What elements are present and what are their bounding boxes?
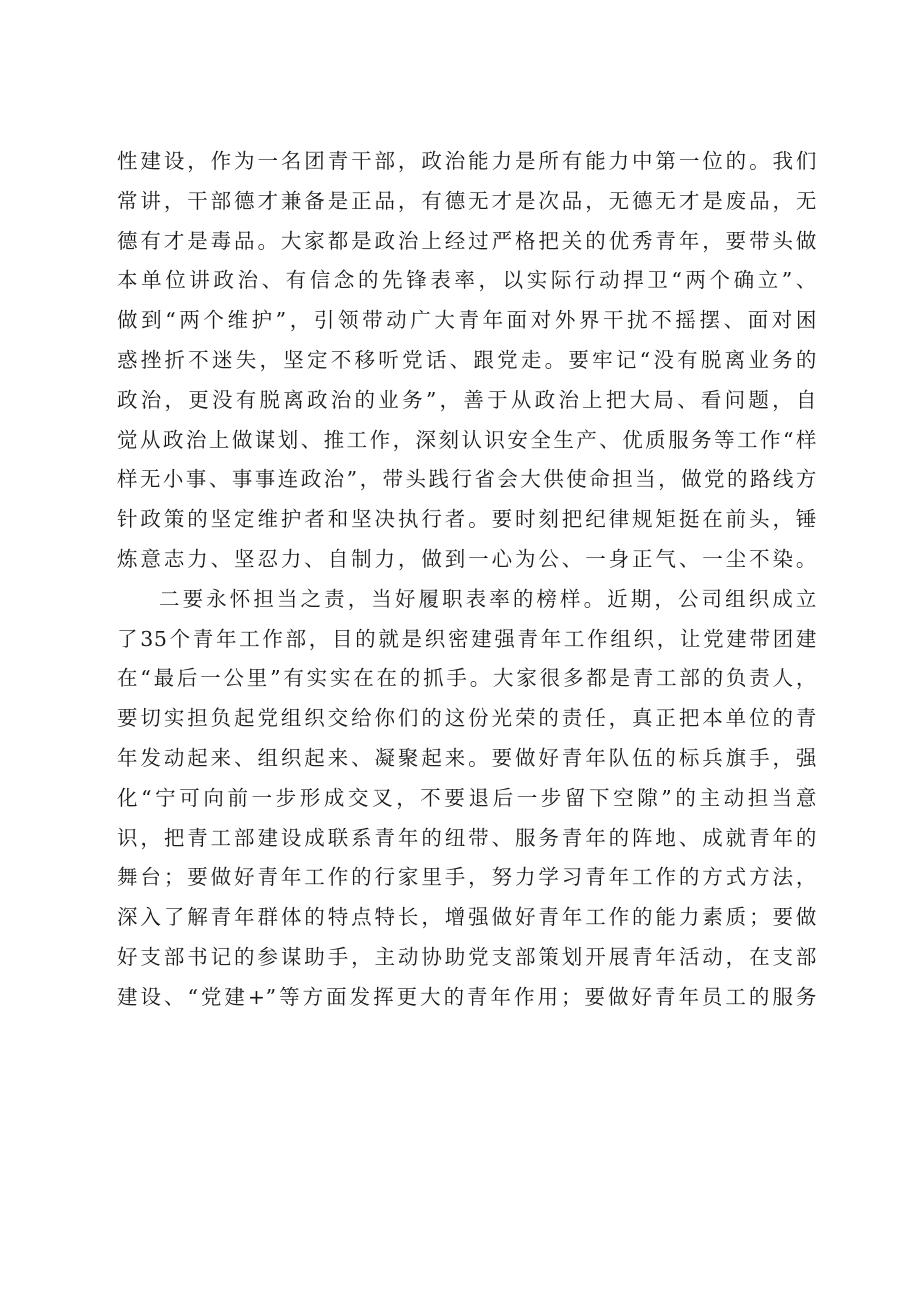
paragraph-line: 样无小事、事事连政治”，带头践行省会大供使命担当，做党的路线方 [117,467,817,492]
paragraph-line: 常讲，干部德才兼备是正品，有德无才是次品，无德无才是废品，无 [117,188,817,213]
paragraph-line: 了35个青年工作部，目的就是织密建强青年工作组织，让党建带团建 [117,626,817,651]
paragraph-line: 本单位讲政治、有信念的先锋表率，以实际行动捍卫“两个确立”、 [117,268,817,293]
paragraph-line: 舞台；要做好青年工作的行家里手，努力学习青年工作的方式方法， [117,865,817,890]
paragraph-line: 识，把青工部建设成联系青年的纽带、服务青年的阵地、成就青年的 [117,825,817,850]
paragraph-line: 要切实担负起党组织交给你们的这份光荣的责任，真正把本单位的青 [117,706,817,731]
paragraph-line: 深入了解青年群体的特点特长，增强做好青年工作的能力素质；要做 [117,905,817,930]
paragraph-line: 建设、“党建+”等方面发挥更大的青年作用；要做好青年员工的服务 [117,984,817,1009]
paragraph-first-line: 二要永怀担当之责，当好履职表率的榜样。近期，公司组织成立 [159,586,817,611]
paragraph-line: 政治，更没有脱离政治的业务”，善于从政治上把大局、看问题，自 [117,387,817,412]
paragraph-line: 针政策的坚定维护者和坚决执行者。要时刻把纪律规矩挺在前头，锤 [117,507,817,532]
paragraph-line: 在“最后一公里”有实实在在的抓手。大家很多都是青工部的负责人， [117,666,817,691]
paragraph-line: 觉从政治上做谋划、推工作，深刻认识安全生产、优质服务等工作“样 [117,427,817,452]
paragraph-line: 惑挫折不迷失，坚定不移听党话、跟党走。要牢记“没有脱离业务的 [117,347,817,372]
paragraph-line: 好支部书记的参谋助手，主动协助党支部策划开展青年活动，在支部 [117,944,817,969]
paragraph-line: 化“宁可向前一步形成交叉，不要退后一步留下空隙”的主动担当意 [117,785,817,810]
paragraph-line: 做到“两个维护”，引领带动广大青年面对外界干扰不摇摆、面对困 [117,308,817,333]
paragraph-line: 德有才是毒品。大家都是政治上经过严格把关的优秀青年，要带头做 [117,228,817,253]
paragraph-line: 年发动起来、组织起来、凝聚起来。要做好青年队伍的标兵旗手，强 [117,745,817,770]
paragraph-line: 性建设，作为一名团青干部，政治能力是所有能力中第一位的。我们 [117,149,817,173]
paragraph-line: 炼意志力、坚忍力、自制力，做到一心为公、一身正气、一尘不染。 [117,546,817,571]
document-body [117,142,817,1018]
